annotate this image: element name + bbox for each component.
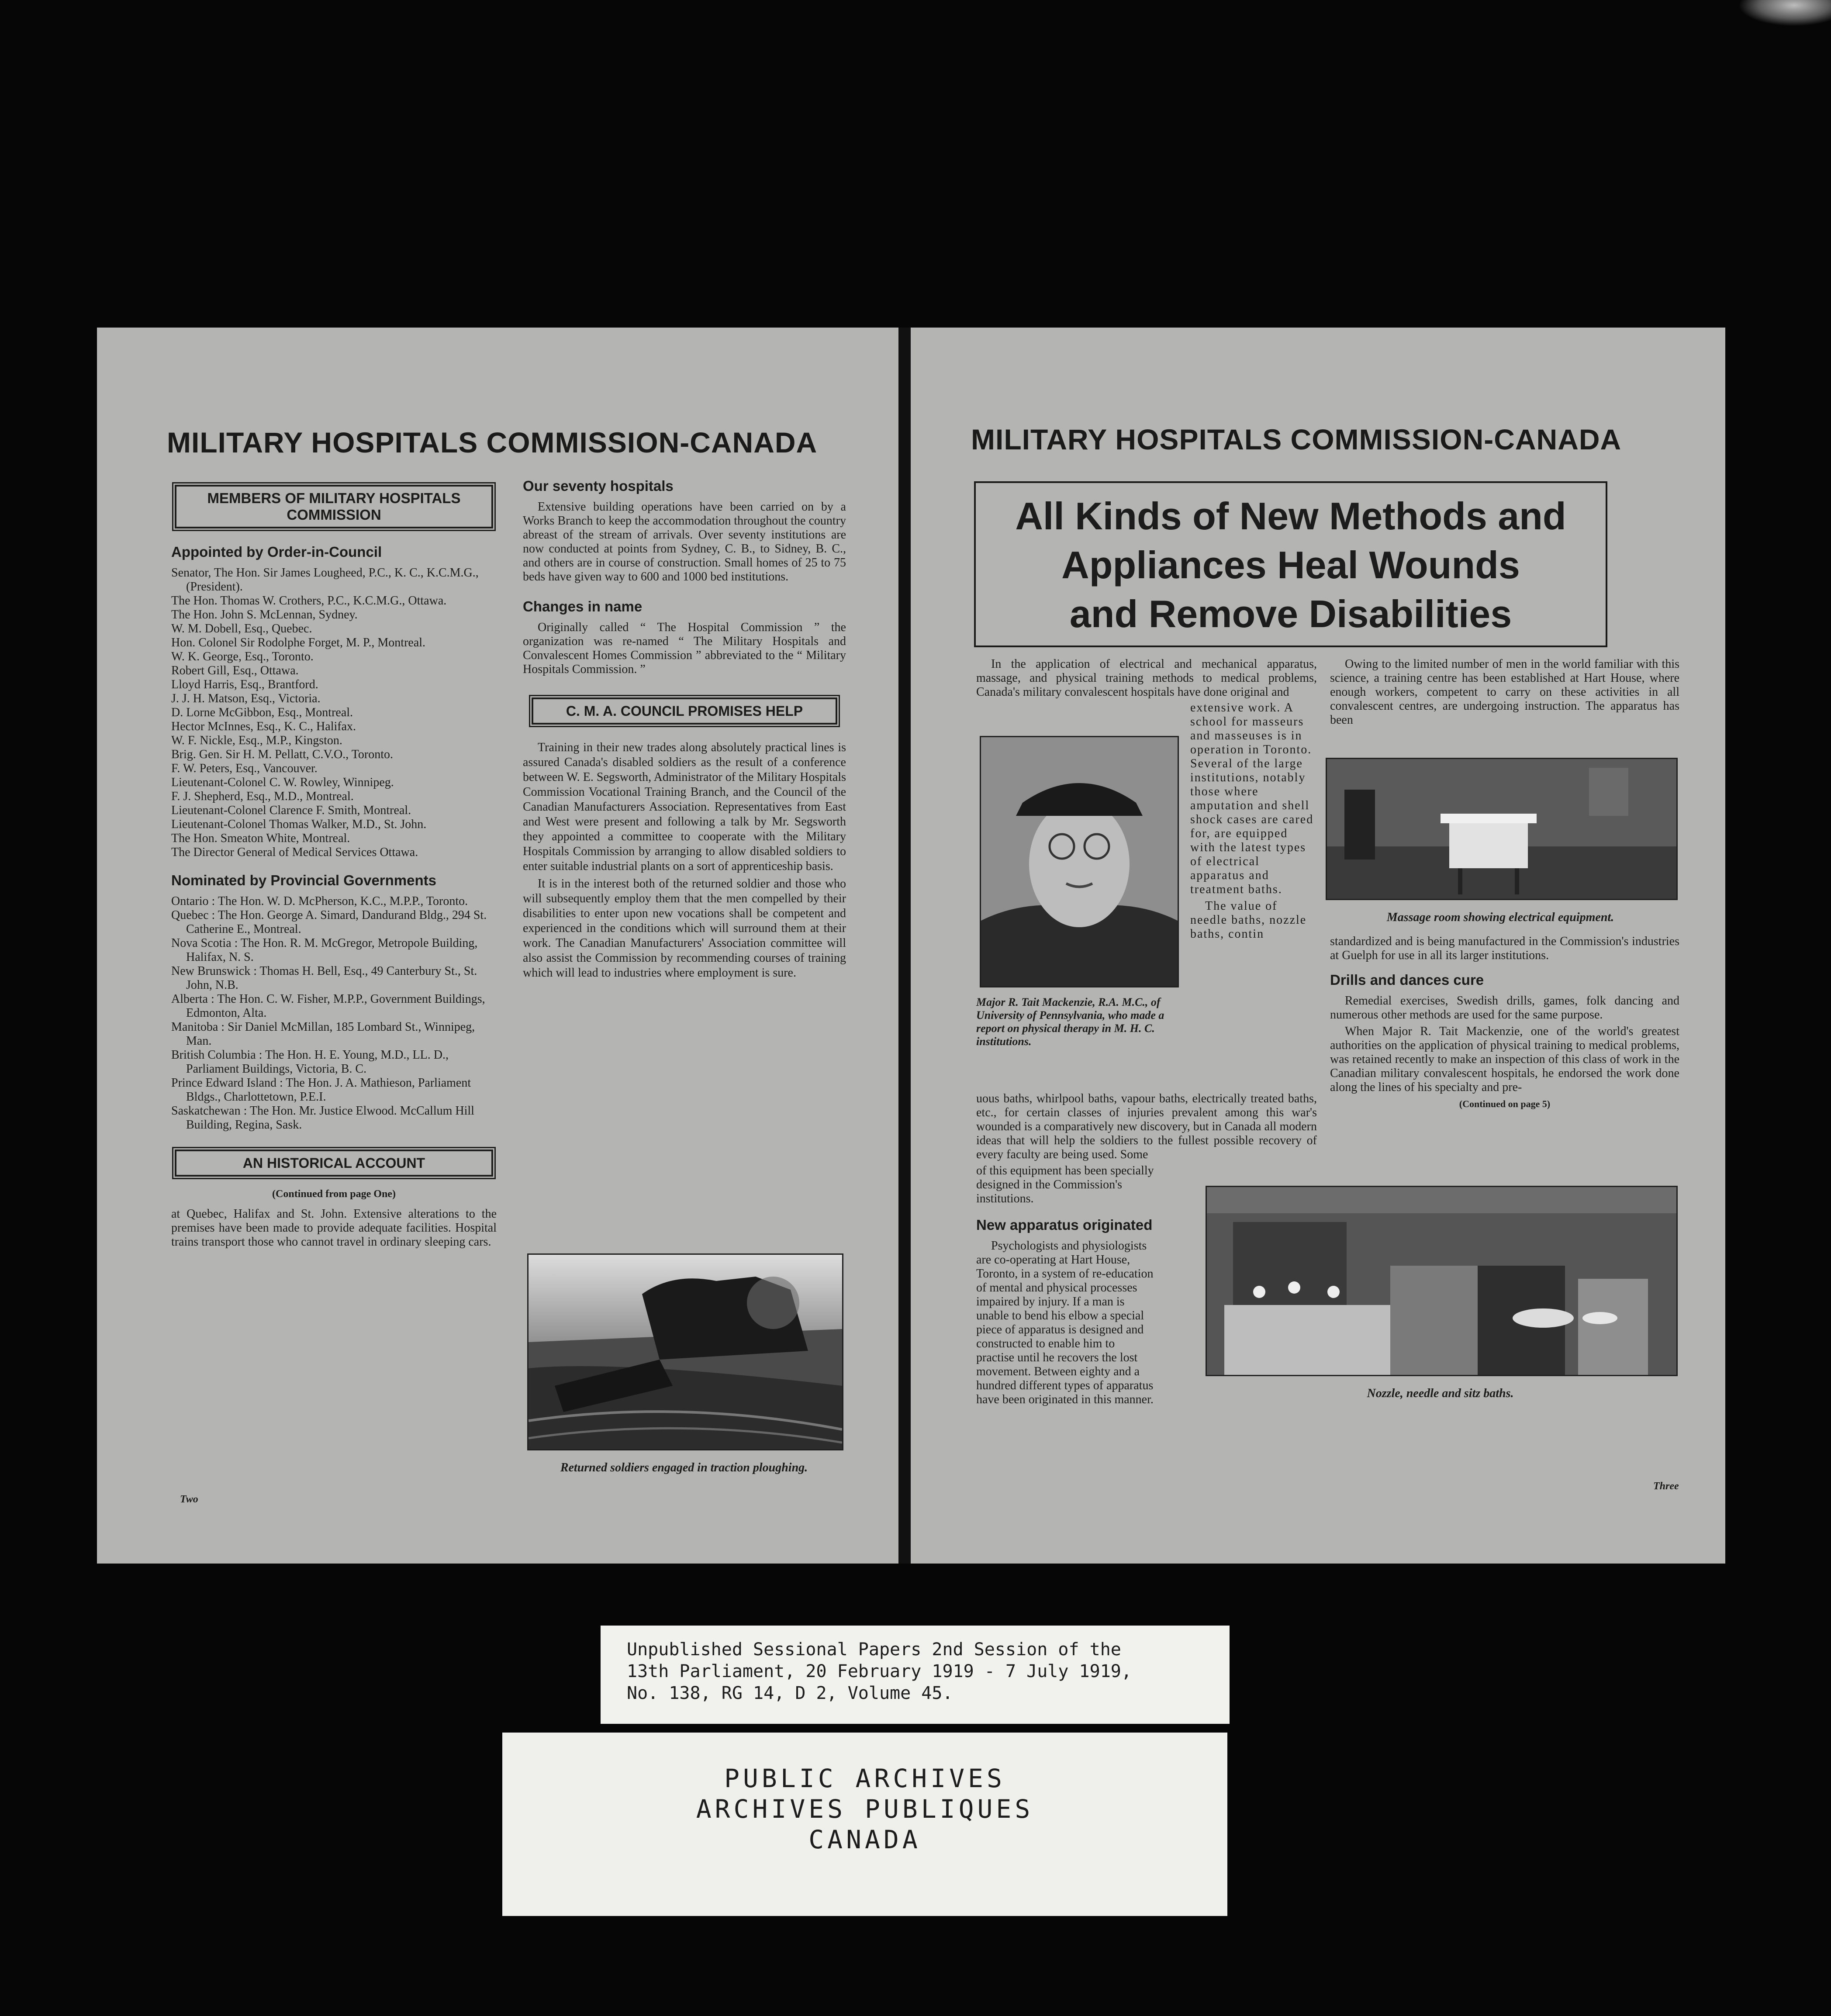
drills-text-2: When Major R. Tait Mackenzie, one of the world's greatest authorities on the application of physical training to medical problems, was retained recently to make an inspection of this class of work in the Canadian military convalescent hospitals, he endorsed the work done along the lines of his specialty and pre- — [1330, 1025, 1679, 1094]
appointed-member: F. J. Shepherd, Esq., M.D., Montreal. — [171, 790, 354, 803]
headline-line: and Remove Disabilities — [1069, 592, 1512, 635]
right-page-right-column-lower — [1330, 935, 1679, 1114]
historical-text: at Quebec, Halifax and St. John. Extensive alterations to the premises have been made to provide adequate facilities. Hospital trains transport those who cannot travel in ordinary sleeping cars. — [171, 1207, 497, 1249]
page-number-left: Two — [180, 1494, 198, 1505]
nominated-member: Nova Scotia : The Hon. R. M. McGregor, Metropole Building, Halifax, N. S. — [171, 936, 478, 964]
appointed-member: Robert Gill, Esq., Ottawa. — [171, 664, 299, 677]
baths-photo-image — [1207, 1187, 1676, 1375]
left-page — [97, 328, 898, 1564]
headline — [976, 492, 1606, 639]
appointed-heading: Appointed by Order-in-Council — [171, 544, 382, 560]
ploughing-caption: Returned soldiers engaged in traction ploughing. — [560, 1461, 808, 1474]
appointed-member: Lieutenant-Colonel Clarence F. Smith, Montreal. — [171, 804, 411, 817]
right-page-right-column — [1330, 657, 1679, 730]
nominated-member: New Brunswick : Thomas H. Bell, Esq., 49 Canterbury St., St. John, N.B. — [171, 964, 477, 992]
left-column — [171, 485, 497, 1252]
new-apparatus-text: Psychologists and physiologists are co-operating at Hart House, Toronto, in a system of re-education of mental and physical processes impaired by injury. If a man is unable to bend his elbow a special piece of apparatus is designed and constructed to enable him to practise until he recovers the lost movement. Between eighty and a hundred different types of apparatus have been originated in this manner. — [976, 1239, 1154, 1406]
owing-text: Owing to the limited number of men in the world familiar with this science, a training centre has been established at Hart House, where enough workers, competent to carry on these activities in all convalescent centres, are undergoing instruction. The apparatus has been — [1330, 657, 1679, 727]
archive-stamp-line: PUBLIC ARCHIVES — [724, 1764, 1005, 1793]
nominated-member: Manitoba : Sir Daniel McMillan, 185 Lombard St., Winnipeg, Man. — [171, 1020, 475, 1048]
page-number-right: Three — [1653, 1481, 1679, 1492]
nominated-heading: Nominated by Provincial Governments — [171, 872, 436, 888]
seventy-hospitals-heading: Our seventy hospitals — [523, 478, 674, 494]
ploughing-photo — [527, 1253, 843, 1450]
members-box-heading: MEMBERS OF MILITARY HOSPITALS COMMISSION — [175, 485, 493, 528]
historical-box-heading: AN HISTORICAL ACCOUNT — [175, 1150, 493, 1177]
drills-heading: Drills and dances cure — [1330, 972, 1484, 988]
seventy-hospitals-text: Extensive building operations have been carried on by a Works Branch to keep the accommodation throughout the country abreast of the stream of arrivals. Over seventy institutions are now conducted at points from Sydney, C. B., to Sidney, B. C., and others are in course of construction. Small homes of 25 to 75 beds have given way to 600 and 1000 bed institutions. — [523, 500, 846, 583]
cma-text-2: It is in the interest both of the returned soldier and those who will subsequently employ them that the men compelled by their disabilities to enter upon new vocations shall be competent and experienced in the conditions which will surround them at their work. The Canadian Manufacturers' Association committee will also assist the Commission by recommending courses of training which will lead to industries where employment is sure. — [523, 877, 846, 980]
masthead-left: MILITARY HOSPITALS COMMISSION-CANADA — [167, 426, 818, 459]
archive-stamp-line: ARCHIVES PUBLIQUES — [696, 1794, 1034, 1824]
appointed-member: Brig. Gen. Sir H. M. Pellatt, C.V.O., Toronto. — [171, 748, 394, 761]
appointed-member: The Director General of Medical Services Ottawa. — [171, 846, 418, 859]
massage-room-photo-image — [1327, 759, 1676, 899]
headline-line: All Kinds of New Methods and — [1015, 494, 1566, 538]
appointed-member: The Hon. John S. McLennan, Sydney. — [171, 608, 358, 621]
appointed-member: D. Lorne McGibbon, Esq., Montreal. — [171, 706, 353, 719]
nominated-member: Quebec : The Hon. George A. Simard, Dandurand Bldg., 294 St. Catherine E., Montreal. — [171, 908, 487, 936]
archive-citation-line: No. 138, RG 14, D 2, Volume 45. — [627, 1683, 953, 1703]
baths-caption: Nozzle, needle and sitz baths. — [1367, 1387, 1514, 1400]
appointed-member: W. M. Dobell, Esq., Quebec. — [171, 622, 312, 635]
headline-line: Appliances Heal Wounds — [1061, 543, 1520, 587]
film-edge-glare — [1738, 0, 1831, 26]
appointed-member: The Hon. Thomas W. Crothers, P.C., K.C.M.G., Ottawa. — [171, 594, 447, 608]
massage-caption: Massage room showing electrical equipment. — [1386, 911, 1614, 924]
archive-label — [502, 1640, 1227, 1916]
changes-in-name-heading: Changes in name — [523, 598, 643, 614]
nominated-member: Saskatchewan : The Hon. Mr. Justice Elwood. McCallum Hill Building, Regina, Sask. — [171, 1104, 474, 1132]
nominated-member: British Columbia : The Hon. H. E. Young, M.D., LL. D., Parliament Buildings, Victoria, B. C. — [171, 1048, 449, 1076]
headline-box — [974, 481, 1607, 647]
right-page-left-column — [976, 657, 1317, 699]
cma-text-1: Training in their new trades along absolutely practical lines is assured Canada's disabled soldiers as the result of a conference between W. E. Segsworth, Administrator of the Military Hospitals Commission Vocational Training Branch, and the Council of the Canadian Manufacturers Association. Representatives from East and West were present and following a talk by Mr. Segsworth they appointed a committee to cooperate with the Military Hospitals Commission by arranging to allow disabled soldiers to enter suitable industrial plants on a sort of apprenticeship basis. — [523, 741, 846, 873]
baths-photo — [1206, 1186, 1678, 1376]
book-gutter — [898, 328, 911, 1564]
intro-text — [976, 657, 1317, 699]
archive-stamp — [502, 1733, 1227, 1855]
appointed-members-list — [171, 566, 497, 860]
changes-in-name-text: Originally called “ The Hospital Commission ” the organization was re-named “ The Military Hospitals and Convalescent Homes Commission ” abbreviated to the “ Military Hospitals Commission. ” — [523, 621, 846, 676]
portrait-caption: Major R. Tait Mackenzie, R.A. M.C., of University of Pennsylvania, who made a report on physical therapy in M. H. C. institutions. — [976, 996, 1164, 1048]
appointed-member: F. W. Peters, Esq., Vancouver. — [171, 762, 318, 775]
masthead-right: MILITARY HOSPITALS COMMISSION-CANADA — [971, 423, 1622, 456]
intro-narrow-column — [1190, 701, 1317, 944]
right-page — [911, 328, 1725, 1564]
intro-text-tail: extensive work. A school for masseurs and masseuses is in operation in Toronto. Several of the large institutions, notably those where amputation and shell shock cases are cared for, are equipped with the latest types of electrical apparatus and treatment baths. — [1190, 701, 1314, 896]
appointed-member: Lieutenant-Colonel C. W. Rowley, Winnipeg. — [171, 776, 394, 789]
value-text-head: The value of needle baths, nozzle baths, contin — [1190, 899, 1307, 941]
cma-council-box-heading: C. M. A. COUNCIL PROMISES HELP — [532, 697, 837, 725]
value-text-body-wide: uous baths, whirlpool baths, vapour baths, electrically treated baths, etc., for certain classes of injuries prevalent among this war's wounded is a comparatively new discovery, but in Canada all modern ideas that will help the soldiers to the fullest possible recovery of every faculty are being used. Some — [976, 1092, 1317, 1161]
appointed-member: The Hon. Smeaton White, Montreal. — [171, 832, 350, 845]
new-apparatus-heading: New apparatus originated — [976, 1217, 1153, 1233]
intro-text-head: In the application of electrical and mechanical apparatus, massage, and physical training methods to medical problems, Canada's military convalescent hospitals have done original and — [976, 657, 1317, 699]
nominated-member: Prince Edward Island : The Hon. J. A. Mathieson, Parliament Bldgs., Charlottetown, P.E.I. — [171, 1076, 471, 1104]
appointed-member: Hector McInnes, Esq., K. C., Halifax. — [171, 720, 356, 733]
massage-room-photo — [1326, 758, 1678, 900]
archive-stamp-line: CANADA — [808, 1825, 921, 1854]
portrait-photo-image — [981, 737, 1178, 986]
appointed-member: Lieutenant-Colonel Thomas Walker, M.D., St. John. — [171, 818, 427, 831]
archive-citation-line: 13th Parliament, 20 February 1919 - 7 July 1919, — [627, 1661, 1132, 1681]
appointed-member: W. F. Nickle, Esq., M.P., Kingston. — [171, 734, 342, 747]
appointed-member: Senator, The Hon. Sir James Lougheed, P.C., K. C., K.C.M.G., (President). — [171, 566, 479, 594]
continued-from-note: (Continued from page One) — [272, 1188, 396, 1200]
continued-on-note: (Continued on page 5) — [1459, 1098, 1551, 1109]
appointed-member: W. K. George, Esq., Toronto. — [171, 650, 314, 663]
appointed-member: J. J. H. Matson, Esq., Victoria. — [171, 692, 321, 705]
nominated-member: Ontario : The Hon. W. D. McPherson, K.C., M.P.P., Toronto. — [171, 894, 468, 908]
value-text-body-narrow: of this equipment has been specially designed in the Commission's institutions. New apparatus originated Psychologists and physiologists are co-operating at Hart House, Toronto, in a system of re-education of mental and physical processes impaired by injury. If a man is unable to bend his elbow a special piece of apparatus is designed and constructed to enable him to practise until he recovers the lost movement. Between eighty and a hundred different types of apparatus have been originated in this manner. — [976, 1164, 1155, 1409]
ploughing-photo-image — [529, 1255, 842, 1449]
standardized-text: standardized and is being manufactured in the Commission's industries at Guelph for use in all its larger institutions. — [1330, 935, 1679, 962]
appointed-member: Lloyd Harris, Esq., Brantford. — [171, 678, 318, 691]
nominated-member: Alberta : The Hon. C. W. Fisher, M.P.P., Government Buildings, Edmonton, Alta. — [171, 992, 485, 1020]
nominated-members-list — [171, 894, 497, 1132]
portrait-photo — [980, 736, 1179, 987]
archive-citation-line: Unpublished Sessional Papers 2nd Session of the — [627, 1640, 1121, 1660]
drills-text-1: Remedial exercises, Swedish drills, games, folk dancing and numerous other methods are used for the same purpose. — [1330, 994, 1679, 1022]
left-page-right-column — [523, 478, 846, 983]
archive-citation — [601, 1626, 1230, 1724]
appointed-member: Hon. Colonel Sir Rodolphe Forget, M. P., Montreal. — [171, 636, 426, 649]
